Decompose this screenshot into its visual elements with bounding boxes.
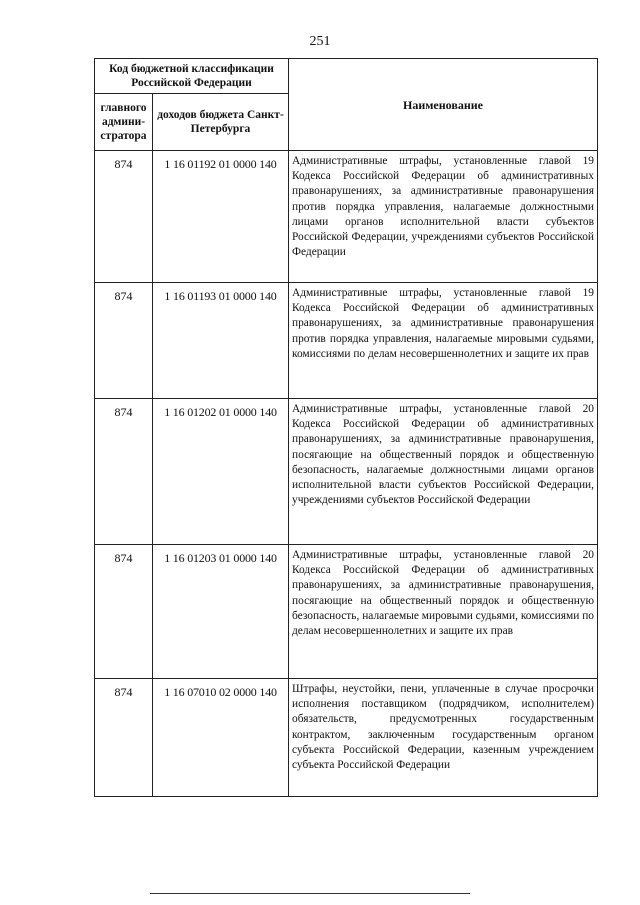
name-cell: Административные штрафы, установленные главой 19 Кодекса Российской Федерации об административных правонарушениях, за административные правонарушения против порядка управления, налагаемые мировыми судьями, комиссиями по делам несовершеннолетних и защите их прав: [289, 283, 598, 399]
budget-classification-table: [94, 58, 598, 797]
table-row: [95, 399, 598, 545]
table-row: [95, 151, 598, 283]
table-row: [95, 679, 598, 797]
page-number: 251: [309, 34, 331, 49]
table-row: [95, 283, 598, 399]
scan-edge-line: [150, 893, 470, 894]
admin-code-cell: 874: [95, 399, 153, 545]
admin-code-cell: 874: [95, 151, 153, 283]
admin-code-cell: 874: [95, 679, 153, 797]
admin-code-cell: 874: [95, 545, 153, 679]
income-code-cell: 1 16 01203 01 0000 140: [153, 545, 289, 679]
name-cell: Штрафы, неустойки, пени, уплаченные в случае просрочки исполнения поставщиком (подрядчиком, исполнителем) обязательств, предусмотренных государственным контрактом, заключенным государственным органом субъекта Российской Федерации, казенным учреждением субъекта Российской Федерации: [289, 679, 598, 797]
name-cell: Административные штрафы, установленные главой 20 Кодекса Российской Федерации об административных правонарушениях, за административные правонарушения, посягающие на общественный порядок и общественную безопасность, налагаемые должностными лицами органов исполнительной власти субъектов Российской Федерации, учреждениями субъектов Российской Федерации: [289, 399, 598, 545]
income-code-cell: 1 16 01192 01 0000 140: [153, 151, 289, 283]
income-code-cell: 1 16 07010 02 0000 140: [153, 679, 289, 797]
income-code-cell: 1 16 01193 01 0000 140: [153, 283, 289, 399]
header-admin: главного админи-стратора: [95, 94, 153, 151]
header-income-code: доходов бюджета Санкт-Петербурга: [153, 94, 289, 151]
admin-code-cell: 874: [95, 283, 153, 399]
header-budget-code-group: Код бюджетной классификации Российской Федерации: [95, 59, 289, 94]
header-name: Наименование: [289, 59, 598, 151]
income-code-cell: 1 16 01202 01 0000 140: [153, 399, 289, 545]
name-cell: Административные штрафы, установленные главой 19 Кодекса Российской Федерации об административных правонарушениях, за административные правонарушения против порядка управления, налагаемые должностными лицами органов исполнительной власти субъектов Российской Федерации, учреждениями субъектов Российской Федерации: [289, 151, 598, 283]
table-row: [95, 545, 598, 679]
name-cell: Административные штрафы, установленные главой 20 Кодекса Российской Федерации об административных правонарушениях, за административные правонарушения, посягающие на общественный порядок и общественную безопасность, налагаемые мировыми судьями, комиссиями по делам несовершеннолетних и защите их прав: [289, 545, 598, 679]
